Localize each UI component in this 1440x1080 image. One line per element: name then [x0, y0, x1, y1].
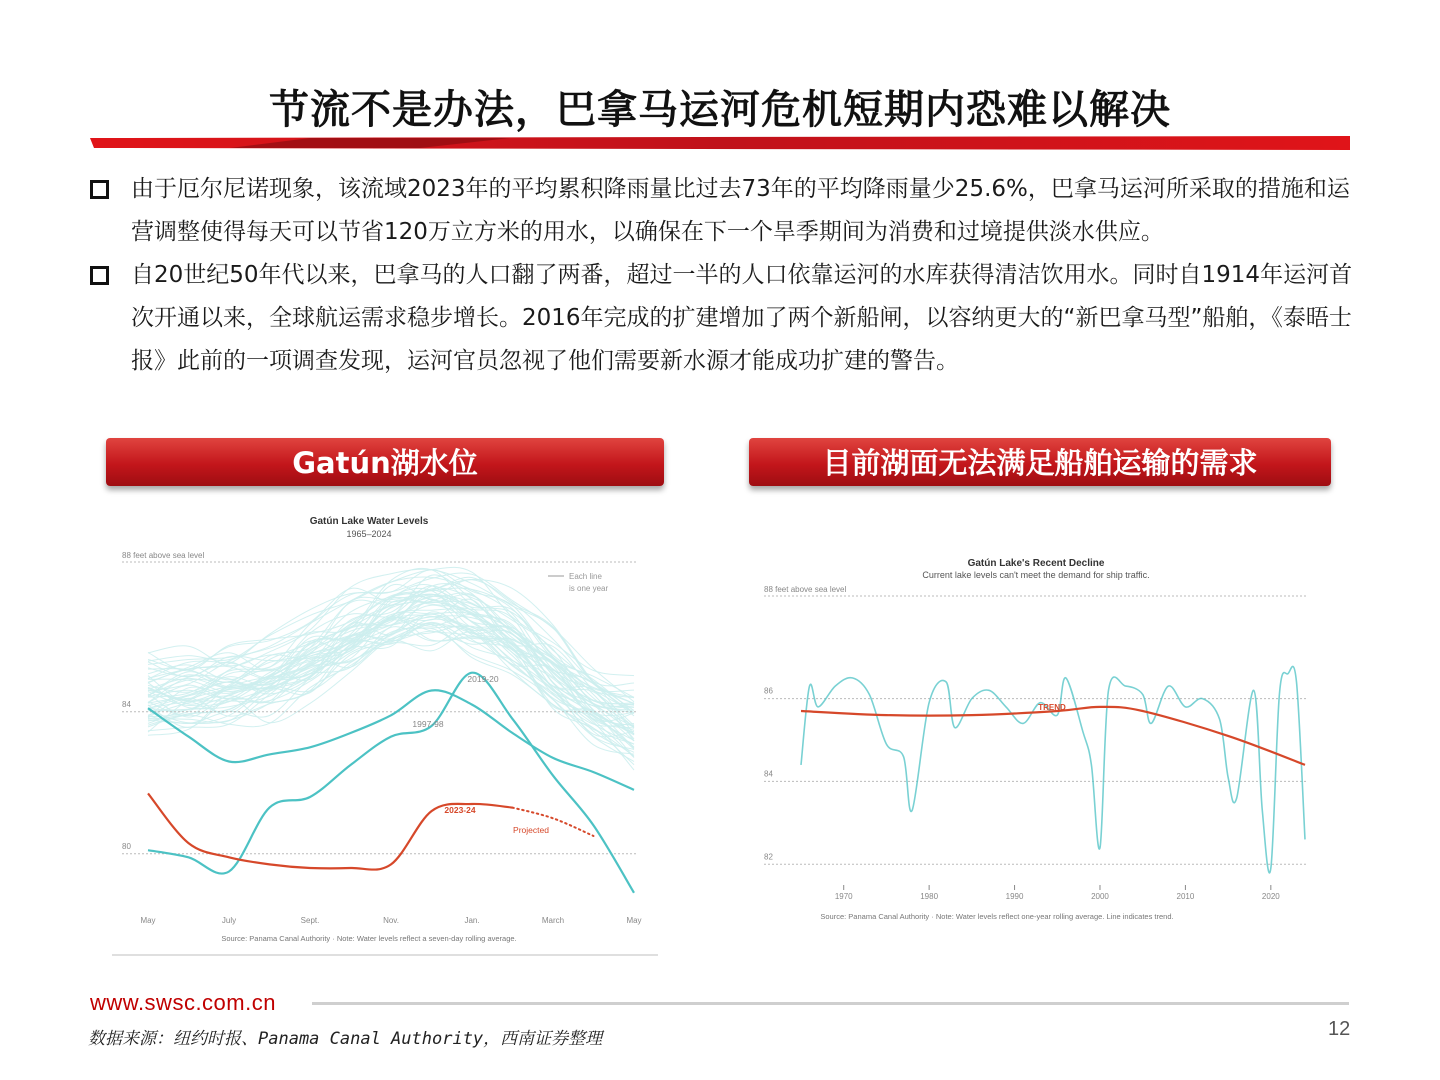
page-number: 12 [1328, 1018, 1351, 1040]
bullet-text: 由于厄尔尼诺现象，该流域2023年的平均累积降雨量比过去73年的平均降雨量少25.6%，巴拿马运河所采取的措施和运营调整使得每天可以节省120万立方米的用水，以确保在下一个旱季期间为消费和过境提供淡水供应。 [131, 176, 1350, 245]
x-tick-label: March [541, 916, 565, 925]
chart-subtitle: 1965–2024 [346, 529, 392, 539]
chart-title: Gatún Lake's Recent Decline [967, 558, 1105, 569]
gatun-water-levels-chart [72, 502, 672, 982]
x-tick-label: 1990 [1005, 892, 1024, 901]
x-tick-label: Jan. [464, 916, 480, 925]
x-tick-label: Sept. [300, 916, 320, 925]
bullet-list [88, 168, 1358, 383]
left-chart-panel [72, 502, 672, 982]
data-source-note: 数据来源：纽约时报、Panama Canal Authority，西南证券整理 [88, 1029, 603, 1049]
chart-title: Gatún Lake Water Levels [309, 516, 429, 527]
lake-level-line [801, 666, 1305, 872]
legend-note-line1: Each line [569, 572, 602, 581]
x-tick-label: 2010 [1176, 892, 1195, 901]
square-bullet-icon [90, 266, 109, 285]
unit-label: 88 feet above sea level [764, 585, 847, 594]
chart-source: Source: Panama Canal Authority · Note: Water levels reflect a seven-day rolling average. [221, 934, 517, 943]
x-tick-label: May [140, 916, 156, 925]
x-tick-label: 2000 [1091, 892, 1109, 901]
footer-divider [312, 1002, 1349, 1005]
gatun-recent-decline-chart [733, 540, 1333, 940]
bullet-text: 自20世纪50年代以来，巴拿马的人口翻了两番，超过一半的人口依靠运河的水库获得清洁饮用水。同时自1914年运河首次开通以来，全球航运需求稳步增长。2016年完成的扩建增加了两个新船闸，以容纳更大的“新巴拿马型”船舶，《泰晤士报》此前的一项调查发现，运河官员忽视了他们需要新水源才能成功扩建的警告。 [131, 262, 1353, 374]
square-bullet-icon [90, 180, 109, 199]
x-tick-label: 2020 [1261, 892, 1280, 901]
x-tick-label: May [626, 916, 642, 925]
bullet-item [88, 254, 1358, 383]
x-tick-label: 1970 [834, 892, 853, 901]
page-title: 节流不是办法，巴拿马运河危机短期内恐难以解决 [269, 87, 1171, 133]
y-tick-label: 80 [122, 841, 131, 851]
unit-label: 88 feet above sea level [122, 551, 205, 560]
legend-note-line2: is one year [569, 584, 609, 593]
right-chart-banner: 目前湖面无法满足船舶运输的需求 [749, 438, 1331, 486]
series-label-projected: Projected [513, 825, 549, 835]
y-tick-label: 86 [764, 686, 773, 696]
right-chart-panel [733, 540, 1333, 940]
series-line-1997-98 [148, 690, 634, 790]
y-tick-label: 84 [764, 769, 773, 779]
x-tick-label: Nov. [383, 916, 399, 925]
y-tick-label: 84 [122, 699, 131, 709]
chart-source: Source: Panama Canal Authority · Note: Water levels reflect one-year rolling average. Line indicates trend. [820, 912, 1174, 921]
left-chart-banner: Gatún湖水位 [106, 438, 664, 486]
series-label-2023-24: 2023-24 [444, 805, 476, 815]
series-label-2019-20: 2019-20 [467, 674, 499, 684]
x-tick-label: 1980 [920, 892, 939, 901]
y-tick-label: 82 [764, 852, 773, 862]
trend-label: TREND [1038, 703, 1066, 712]
x-tick-label: July [221, 916, 237, 925]
bullet-item [88, 168, 1358, 254]
chart-subtitle: Current lake levels can't meet the demand for ship traffic. [922, 570, 1150, 580]
footer-website: www.swsc.com.cn [90, 990, 276, 1015]
series-label-1997-98: 1997-98 [412, 719, 444, 729]
title-underline-bar [90, 136, 1350, 150]
trend-line [801, 707, 1305, 765]
series-line-2019-20 [148, 673, 634, 893]
